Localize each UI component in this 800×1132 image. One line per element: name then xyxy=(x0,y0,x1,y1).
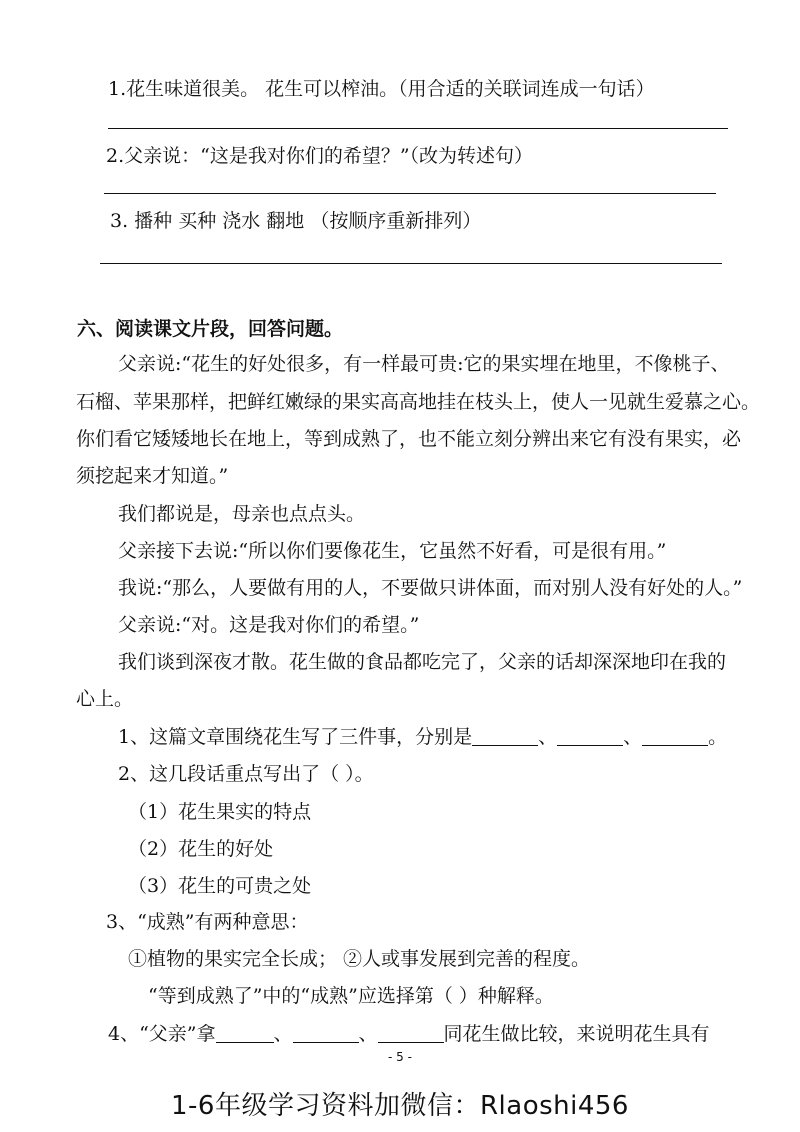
question-2-option-3[interactable]: （3）花生的可贵之处 xyxy=(128,875,312,897)
passage-line-1: 父亲说:“花生的好处很多，有一样最可贵:它的果实埋在地里，不像桃子、 xyxy=(118,353,730,375)
question-3: 3、“成熟”有两种意思： xyxy=(106,911,309,933)
question-3-ask: “等到成熟了”中的“成熟”应选择第（ ）种解释。 xyxy=(148,985,554,1007)
answer-line-1[interactable] xyxy=(108,128,728,129)
blank-1a[interactable] xyxy=(472,727,538,746)
answer-line-2[interactable] xyxy=(104,193,716,194)
page-number: - 5 - xyxy=(388,1050,412,1064)
passage-line-7: 我说:“那么，人要做有用的人，不要做只讲体面，而对别人没有好处的人。” xyxy=(118,577,743,599)
separator: 、 xyxy=(273,1023,293,1045)
passage-line-2: 石榴、苹果那样，把鲜红嫩绿的果实高高地挂在枝头上，使人一见就生爱慕之心。 xyxy=(76,391,761,413)
blank-1b[interactable] xyxy=(557,727,623,746)
exercise5-q1: 1.花生味道很美。 花生可以榨油。（用合适的关联词连成一句话） xyxy=(108,78,655,100)
passage-line-8: 父亲说:“对。这是我对你们的希望。” xyxy=(118,614,420,636)
question-3-meanings: ①植物的果实完全长成； ②人或事发展到完善的程度。 xyxy=(128,948,591,970)
question-2-option-1[interactable]: （1）花生果实的特点 xyxy=(128,801,312,823)
passage-line-6: 父亲接下去说:“所以你们要像花生，它虽然不好看，可是很有用。” xyxy=(118,540,667,562)
passage-line-5: 我们都说是，母亲也点点头。 xyxy=(118,503,366,525)
question-1-text: 1、这篇文章围绕花生写了三件事，分别是 xyxy=(118,726,473,748)
blank-4a[interactable] xyxy=(216,1024,274,1043)
question-4 xyxy=(108,1024,710,1044)
question-1 xyxy=(118,727,727,747)
answer-line-3[interactable] xyxy=(100,263,722,264)
passage-line-9: 我们谈到深夜才散。花生做的食品都吃完了，父亲的话却深深地印在我的 xyxy=(118,651,727,673)
exercise5-q3: 3. 播种 买种 浇水 翻地 （按顺序重新排列） xyxy=(110,210,482,232)
question-2: 2、这几段话重点写出了（ ）。 xyxy=(118,763,374,785)
separator: 、 xyxy=(358,1023,378,1045)
blank-4b[interactable] xyxy=(293,1024,359,1043)
blank-1c[interactable] xyxy=(642,727,708,746)
footer-banner: 1-6年级学习资料加微信：Rlaoshi456 xyxy=(171,1091,629,1121)
blank-4c[interactable] xyxy=(378,1024,444,1043)
question-4-end: 同花生做比较，来说明花生具有 xyxy=(443,1023,710,1045)
question-4-text: 4、“父亲”拿 xyxy=(108,1023,216,1045)
separator: 、 xyxy=(623,726,643,748)
passage-line-10: 心上。 xyxy=(76,688,134,710)
exercise5-q2: 2.父亲说：“这是我对你们的希望？”（改为转述句） xyxy=(106,145,534,167)
question-2-option-2[interactable]: （2）花生的好处 xyxy=(128,838,274,860)
passage-line-3: 你们看它矮矮地长在地上，等到成熟了，也不能立刻分辨出来它有没有果实，必 xyxy=(76,428,742,450)
separator: 、 xyxy=(538,726,558,748)
passage-line-4: 须挖起来才知道。” xyxy=(76,465,229,487)
period: 。 xyxy=(708,726,728,748)
section6-title: 六、阅读课文片段，回答问题。 xyxy=(77,318,344,340)
